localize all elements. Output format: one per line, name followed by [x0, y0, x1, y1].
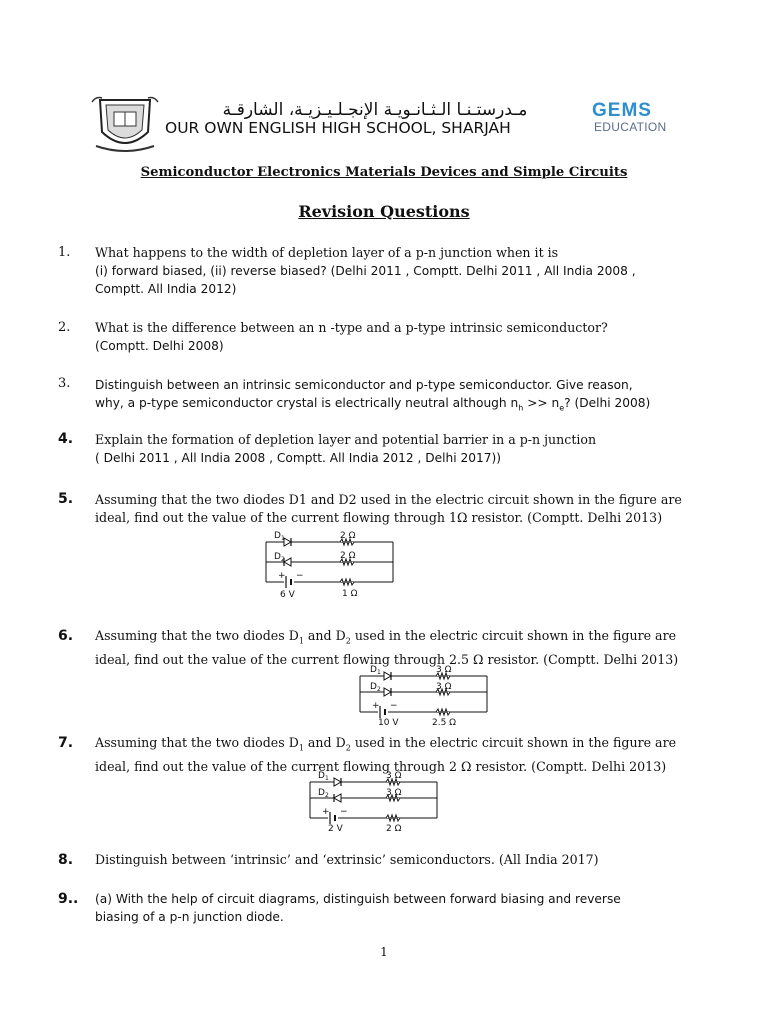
question-number: 1. [58, 245, 71, 260]
svg-text:D1: $D_1$ [318, 771, 329, 782]
svg-text:D1: $D_1$ [370, 665, 381, 676]
svg-text:D2: $D_2$ [274, 552, 285, 563]
document-subtitle: Revision Questions [298, 202, 470, 221]
svg-text:2.5 Ω: 2.5 Ω [432, 718, 457, 728]
svg-text:−: − [390, 701, 398, 711]
gems-logo: GEMS [592, 100, 652, 121]
school-name: OUR OWN ENGLISH HIGH SCHOOL, SHARJAH [165, 119, 511, 137]
svg-text:6 V: 6 V [280, 590, 295, 600]
question-number: 2. [58, 320, 71, 335]
svg-text:3 Ω: 3 Ω [436, 665, 452, 675]
svg-text:D1: $D_1$ [274, 531, 285, 542]
svg-text:2 V: 2 V [328, 824, 343, 834]
school-name-arabic: مـدرستـنـا الـثـانـويـة الإنجـلـيـزيـة، الشارقـة [222, 100, 528, 120]
svg-text:+: + [278, 571, 286, 581]
school-crest-icon [90, 92, 160, 158]
svg-text:3 Ω: 3 Ω [386, 788, 402, 798]
question-number: 3. [58, 376, 71, 391]
svg-text:3 Ω: 3 Ω [436, 682, 452, 692]
circuit-diagram [258, 528, 398, 602]
svg-text:+: + [322, 807, 330, 817]
question-number: 4. [58, 431, 74, 447]
question-text: Distinguish between an intrinsic semiconductor and p-type semiconductor. Give reason, why, a p-type semiconductor crystal is electrically neutral although $n_h >> n_e$? (Delhi 2008) [95, 378, 651, 413]
document-title: Semiconductor Electronics Materials Devices and Simple Circuits [140, 165, 628, 180]
question-text: What is the difference between an n -type and a p-type intrinsic semiconductor? (Comptt. Delhi 2008) [95, 320, 608, 353]
svg-text:2 Ω: 2 Ω [386, 824, 402, 834]
svg-text:+: + [372, 701, 380, 711]
svg-text:−: − [340, 807, 348, 817]
question-text: Assuming that the two diodes $D_1$ and $D_2$ used in the electric circuit shown in the figure are ideal, find out the value of the current flowing through 2.5 Ω resistor. (Comptt. Delhi 2013) [95, 628, 679, 667]
page-number: 1 [380, 945, 388, 959]
question-number: 5. [58, 491, 74, 507]
question-text: Distinguish between ‘intrinsic’ and ‘extrinsic’ semiconductors. (All India 2017) [95, 852, 599, 867]
question-number: 8. [58, 852, 74, 868]
svg-text:10 V: 10 V [378, 718, 399, 728]
question-text: Assuming that the two diodes D1 and D2 used in the electric circuit shown in the figure are ideal, find out the value of the current flowing through 1Ω resistor. (Comptt. Delhi 2013) [95, 492, 682, 525]
question-text: What happens to the width of depletion layer of a p-n junction when it is (i) forward biased, (ii) reverse biased? (Delhi 2011 , Comptt. Delhi 2011 , All India 2008 , Comptt. All India 2012) [95, 245, 636, 296]
svg-text:3 Ω: 3 Ω [386, 771, 402, 781]
question-number: 7. [58, 735, 74, 751]
question-number: 6. [58, 628, 74, 644]
svg-text:2 Ω: 2 Ω [340, 551, 356, 561]
question-text: Explain the formation of depletion layer and potential barrier in a p-n junction ( Delhi 2011 , All India 2008 , Comptt. All India 2012 , Delhi 2017)) [95, 432, 597, 465]
question-text: Assuming that the two diodes $D_1$ and $D_2$ used in the electric circuit shown in the figure are ideal, find out the value of the current flowing through 2 Ω resistor. (Comptt. Delhi 2013) [95, 735, 677, 774]
question-text: (a) With the help of circuit diagrams, distinguish between forward biasing and reverse biasing of a p-n junction diode. [95, 892, 621, 924]
svg-text:1 Ω: 1 Ω [342, 589, 358, 599]
circuit-diagram [352, 664, 492, 728]
svg-text:2 Ω: 2 Ω [340, 531, 356, 541]
svg-text:−: − [296, 571, 304, 581]
circuit-diagram [302, 770, 442, 834]
svg-text:D2: $D_2$ [370, 682, 381, 693]
gems-logo-sub: EDUCATION [594, 120, 667, 134]
question-number: 9.. [58, 891, 79, 907]
svg-text:D2: $D_2$ [318, 788, 329, 799]
